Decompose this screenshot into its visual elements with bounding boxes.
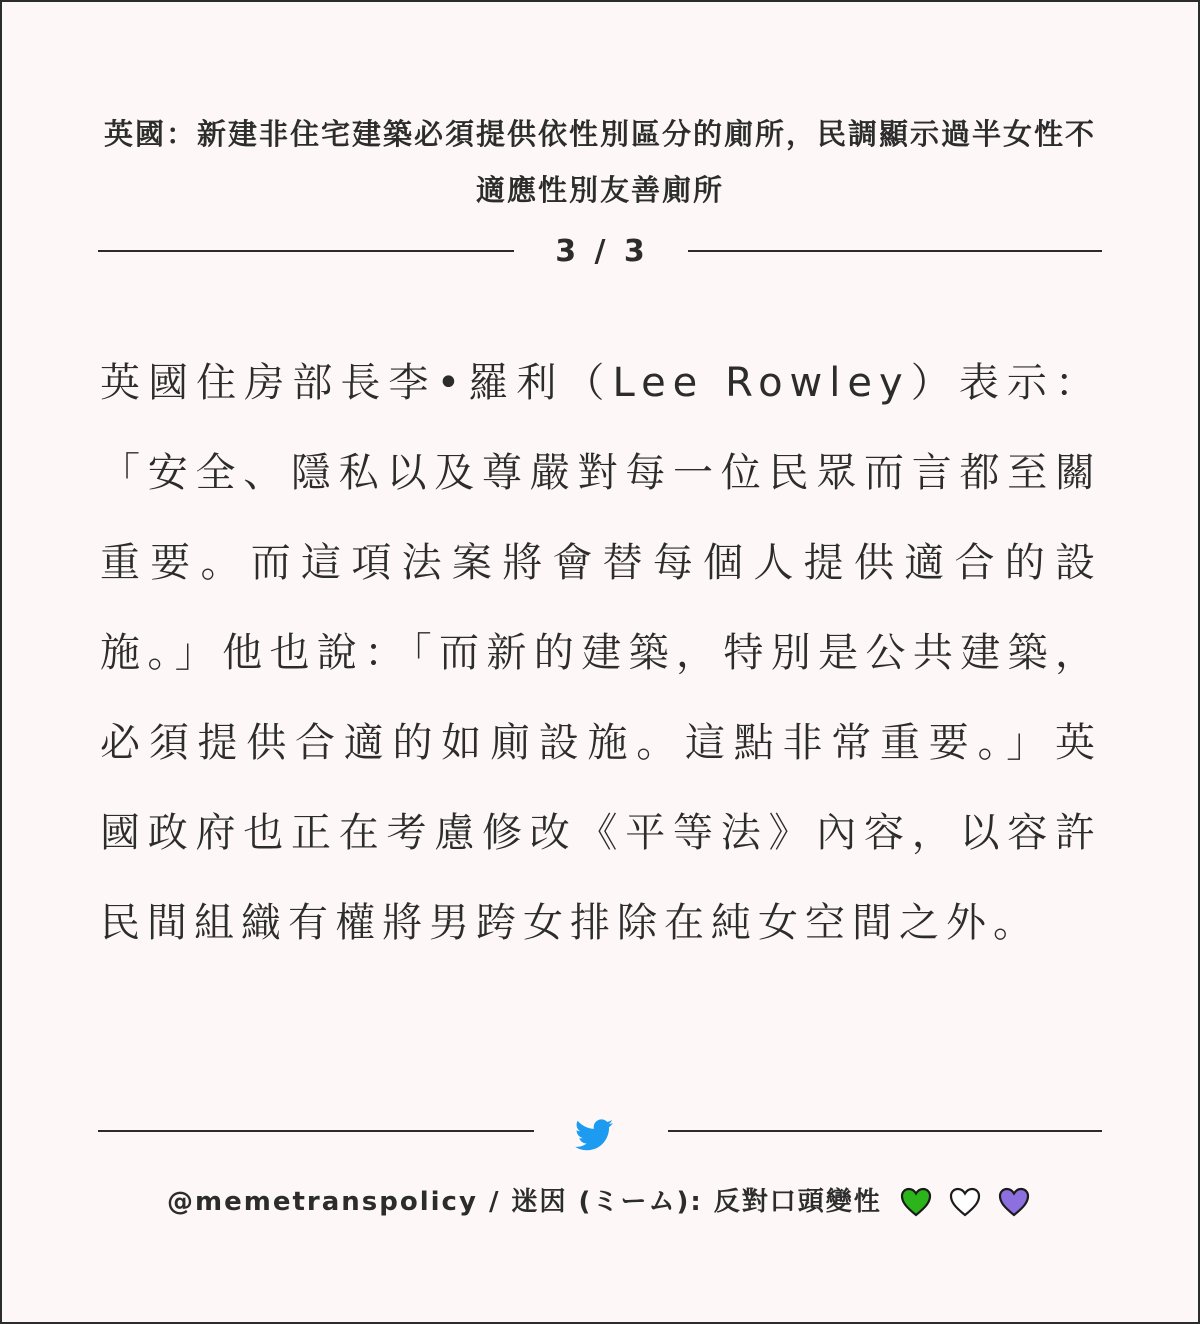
purple-heart-icon [998, 1187, 1030, 1217]
white-heart-icon [949, 1187, 981, 1217]
hearts-group [897, 1181, 1033, 1225]
divider-right-top [688, 250, 1102, 252]
divider-left-top [98, 250, 514, 252]
green-heart-icon [900, 1187, 932, 1217]
page-title: 英國：新建非住宅建築必須提供依性別區分的廁所，民調顯示過半女性不適應性別友善廁所 [103, 117, 1096, 207]
twitter-bird-icon [575, 1119, 613, 1151]
article-body: 英國住房部長李•羅利（Lee Rowley）表示：「安全、隱私以及尊嚴對每一位民眾而言都至關重要。而這項法案將會替每個人提供適合的設施。」他也說：「而新的建築，特別是公共建築，必須提供合適的如廁設施。這點非常重要。」英國政府也正在考慮修改《平等法》內容，以容許民間組織有權將男跨女排除在純女空間之外。 [100, 360, 1102, 946]
footer-handle: @memetranspolicy / 迷因 (ミーム): 反對口頭變性 [167, 1187, 882, 1217]
page-indicator: 3 / 3 [555, 234, 649, 269]
divider-left-bottom [98, 1130, 534, 1132]
divider-right-bottom [668, 1130, 1102, 1132]
footer-credit [62, 1180, 1138, 1225]
